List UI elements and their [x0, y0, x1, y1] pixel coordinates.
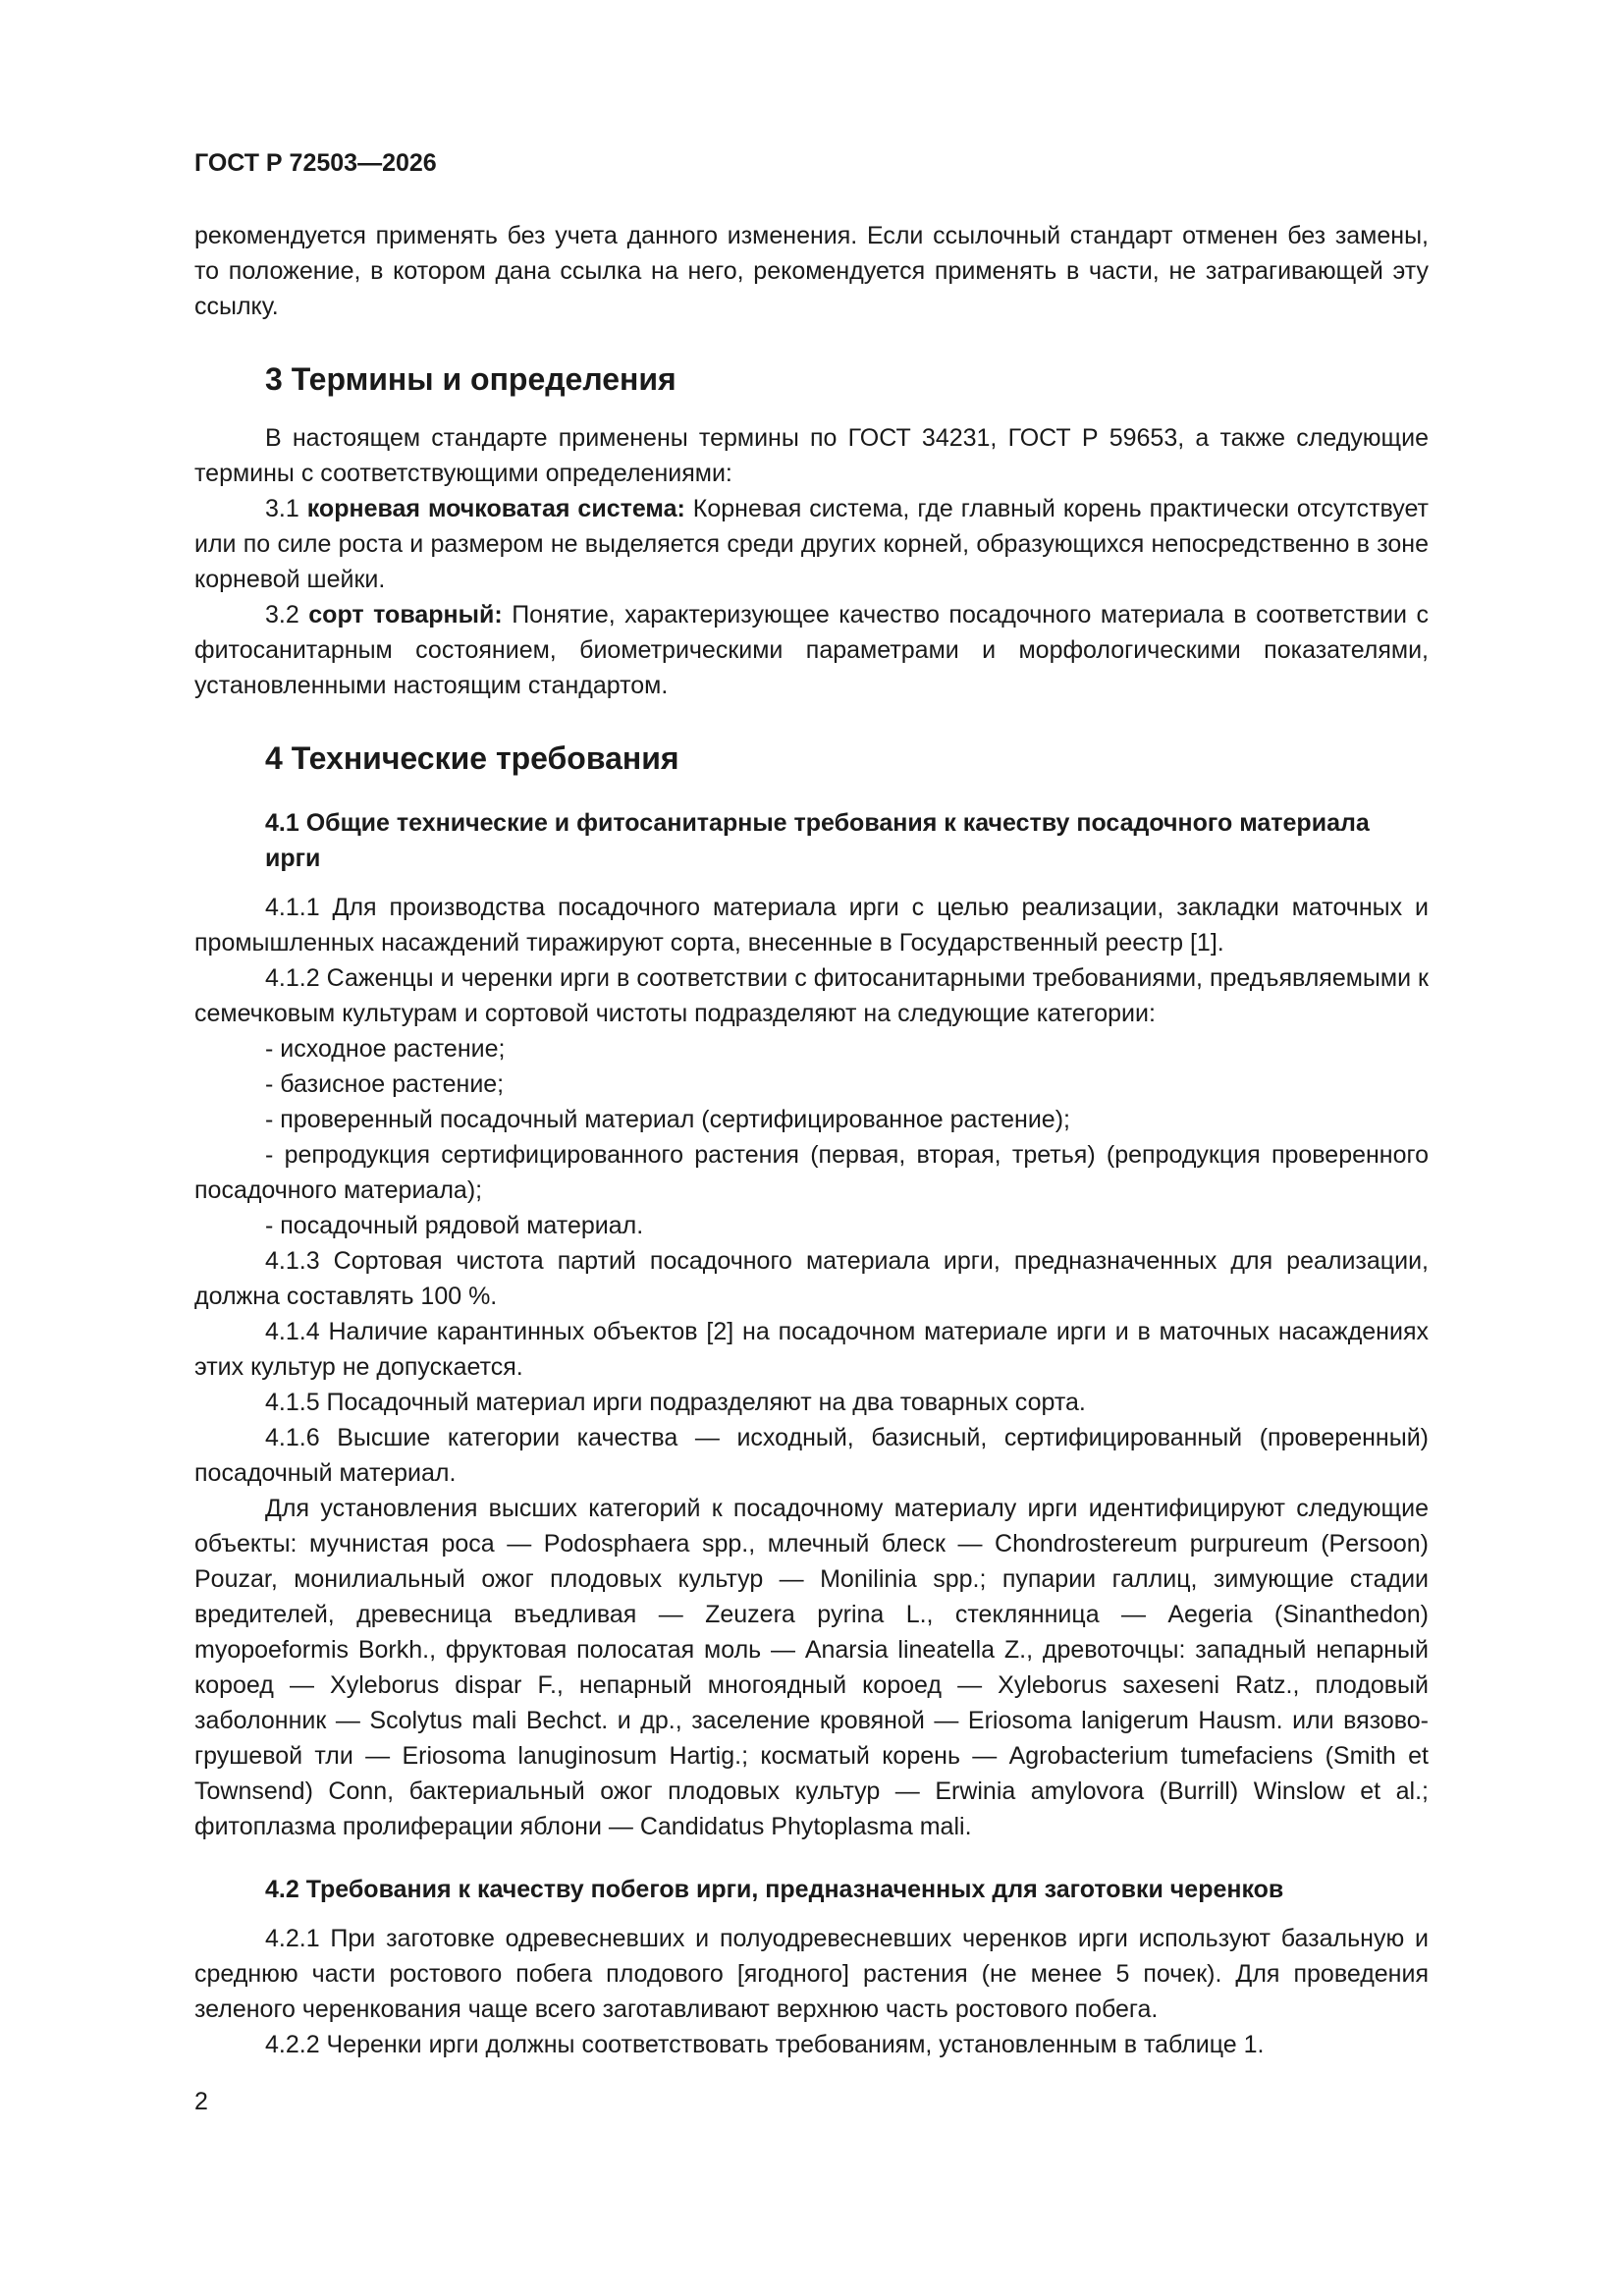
- paragraph-4-1-6-objects: Для установления высших категорий к посадочному материалу ирги идентифицируют следующие объекты: мучнистая роса — Podosphaera spp., млечный блеск — Chondrostereum purpureum (Persoon) Pouzar, монилиальный ожог плодовых культур — Monilinia spp.; пупарии галлиц, зимующие стадии вредителей, древесница въедливая — Zeuzera pyrina L., стеклянница — Aegeria (Sinanthedon) myopoeformis Borkh., фруктовая полосатая моль — Anarsia lineatella Z., древоточцы: западный непарный короед — Xyleborus dispar F., непарный многоядный короед — Xyleborus saxeseni Ratz., плодовый заболонник — Scolytus mali Bechct. и др., заселение кровяной — Eriosoma lanigerum Hausm. или вязово-грушевой тли — Eriosoma lanuginosum Hartig.; косматый корень — Agrobacterium tumefaciens (Smith et Townsend) Conn, бактериальный ожог плодовых культур — Erwinia amylovora (Burrill) Winslow et al.; фитоплазма пролиферации яблони — Candidatus Phytoplasma mali.: [194, 1495, 1429, 1840]
- list-item: - посадочный рядовой материал.: [265, 1212, 644, 1239]
- list-item: - проверенный посадочный материал (сертифицированное растение);: [265, 1106, 1070, 1133]
- paragraph-4-1-4: 4.1.4 Наличие карантинных объектов [2] на посадочном материале ирги и в маточных насаждениях этих культур не допускается.: [194, 1318, 1429, 1381]
- list-item: - репродукция сертифицированного растения (первая, вторая, третья) (репродукция проверенного посадочного материала);: [194, 1141, 1429, 1204]
- term-3-1-name: корневая мочковатая система:: [306, 495, 685, 522]
- term-3-2-definition: Понятие, характеризующее качество посадочного материала в соответствии с фитосанитарным состоянием, биометрическими параметрами и морфологическими показателями, установленными настоящим стандартом.: [194, 601, 1429, 699]
- term-3-2-name: сорт товарный:: [308, 601, 503, 629]
- page-number: 2: [194, 2088, 208, 2115]
- document-code-header: ГОСТ Р 72503—2026: [194, 149, 437, 177]
- paragraph-4-1-6: 4.1.6 Высшие категории качества — исходный, базисный, сертифицированный (проверенный) посадочный материал.: [194, 1424, 1429, 1487]
- intro-paragraph: рекомендуется применять без учета данного изменения. Если ссылочный стандарт отменен без замены, то положение, в котором дана ссылка на него, рекомендуется применять в части, не затрагивающей эту ссылку.: [194, 222, 1429, 320]
- paragraph-4-2-2: 4.2.2 Черенки ирги должны соответствовать требованиям, установленным в таблице 1.: [265, 2031, 1265, 2058]
- paragraph-4-1-1: 4.1.1 Для производства посадочного материала ирги с целью реализации, закладки маточных и промышленных насаждений тиражируют сорта, внесенные в Государственный реестр [1].: [194, 894, 1429, 957]
- term-3-1-number: 3.1: [265, 495, 299, 522]
- term-3-2: [194, 597, 1429, 703]
- term-3-1-definition: Корневая система, где главный корень практически отсутствует или по силе роста и размером не выделяется среди других корней, образующихся непосредственно в зоне корневой шейки.: [194, 495, 1430, 593]
- paragraph-4-1-2: 4.1.2 Саженцы и черенки ирги в соответствии с фитосанитарными требованиями, предъявляемыми к семечковым культурам и сортовой чистоты подразделяют на следующие категории:: [194, 964, 1429, 1027]
- subsection-4-2-title: 4.2 Требования к качеству побегов ирги, предназначенных для заготовки черенков: [265, 1876, 1284, 1903]
- paragraph-4-2-1: 4.2.1 При заготовке одревесневших и полуодревесневших черенков ирги используют базальную и среднюю части ростового побега плодового [ягодного] растения (не менее 5 почек). Для проведения зеленого черенкования чаще всего заготавливают верхнюю часть ростового побега.: [194, 1925, 1429, 2023]
- paragraph-4-1-5: 4.1.5 Посадочный материал ирги подразделяют на два товарных сорта.: [265, 1389, 1086, 1416]
- document-body: [194, 218, 1429, 2062]
- list-item: - базисное растение;: [265, 1070, 505, 1098]
- section-3-title: 3 Термины и определения: [265, 361, 676, 397]
- section-4-title: 4 Технические требования: [265, 740, 679, 776]
- term-3-2-number: 3.2: [265, 601, 299, 629]
- term-3-1: [194, 491, 1429, 597]
- paragraph-4-1-3: 4.1.3 Сортовая чистота партий посадочного материала ирги, предназначенных для реализации, должна составлять 100 %.: [194, 1247, 1429, 1310]
- subsection-4-1-title: 4.1 Общие технические и фитосанитарные требования к качеству посадочного материала ирги: [265, 809, 1370, 872]
- list-item: - исходное растение;: [265, 1035, 506, 1063]
- section-3-intro: В настоящем стандарте применены термины по ГОСТ 34231, ГОСТ Р 59653, а также следующие термины с соответствующими определениями:: [194, 424, 1429, 487]
